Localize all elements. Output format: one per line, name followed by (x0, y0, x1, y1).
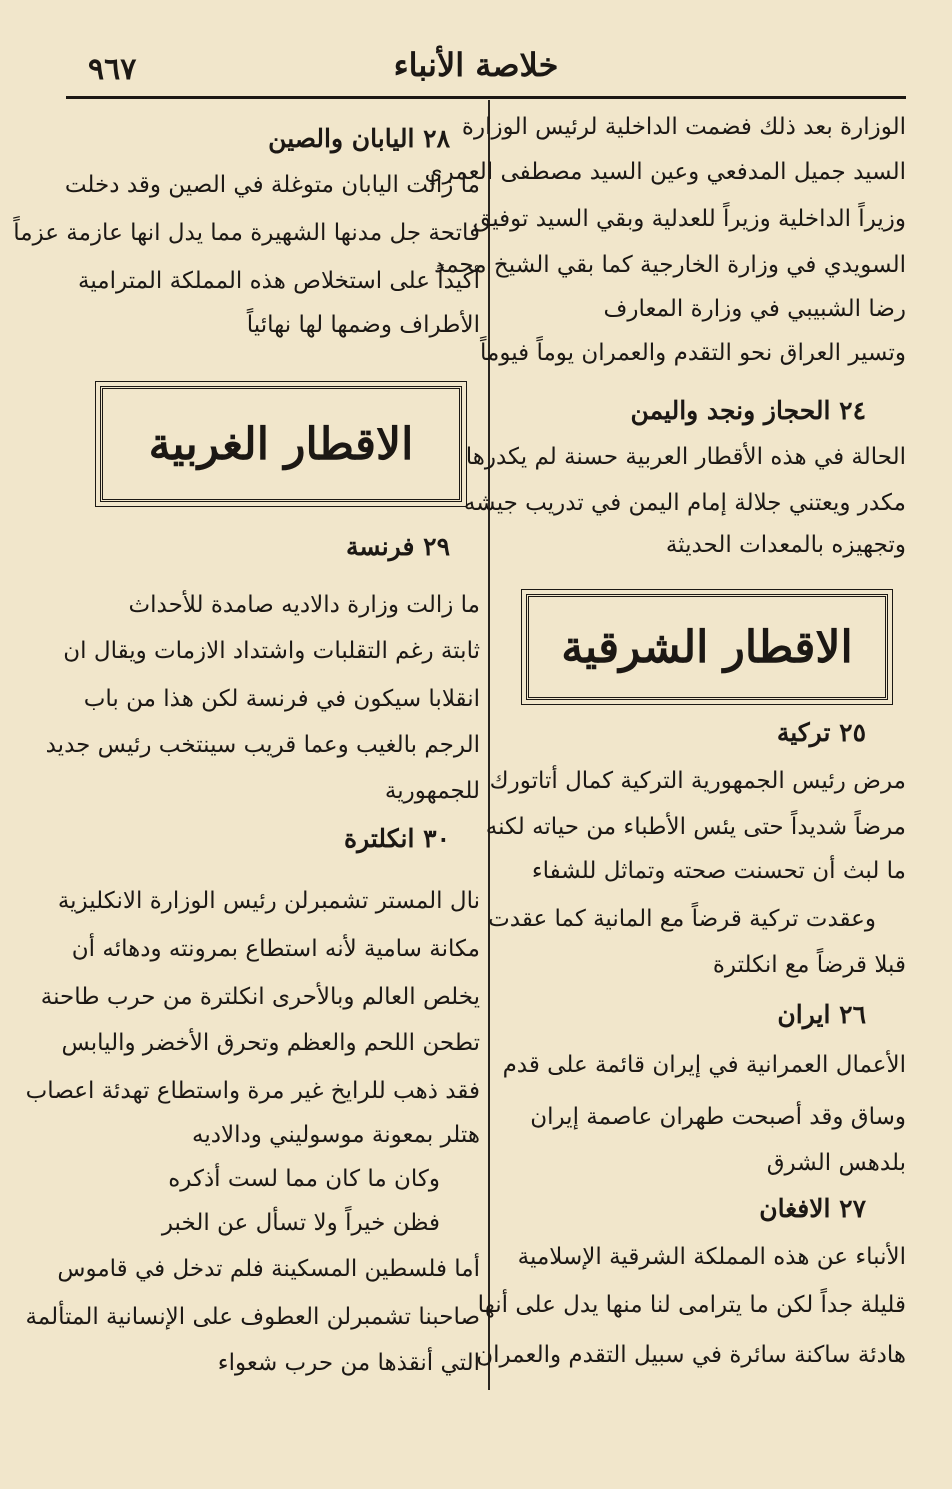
text-line: قليلة جداً لكن ما يترامى لنا منها يدل على أنها (477, 1292, 906, 1318)
section-heading-england: ٣٠ انكلترة (344, 824, 450, 853)
text-line: السويدي في وزارة الخارجية كما بقي الشيخ محمد (434, 252, 906, 278)
text-line: الرجم بالغيب وعما قريب سينتخب رئيس جديد (45, 732, 480, 758)
section-heading-afghan: ٢٧ الافغان (759, 1194, 866, 1223)
text-line: مكدر ويعتني جلالة إمام اليمن في تدريب جيشه (463, 490, 906, 516)
text-line: رضا الشبيبي في وزارة المعارف (603, 296, 906, 322)
text-line: صاحبنا تشمبرلن العطوف على الإنسانية المتألمة (25, 1304, 480, 1330)
text-line: الأعمال العمرانية في إيران قائمة على قدم (502, 1052, 906, 1078)
text-line: مرضاً شديداً حتى يئس الأطباء من حياته لكنه (485, 814, 906, 840)
text-line: مرض رئيس الجمهورية التركية كمال أتاتورك (489, 768, 906, 794)
section-heading-turkey: ٢٥ تركية (776, 718, 866, 747)
text-line: وساق وقد أصبحت طهران عاصمة إيران (530, 1104, 906, 1130)
text-line: بلدهس الشرق (766, 1150, 906, 1176)
text-line: فقد ذهب للرايخ غير مرة واستطاع تهدئة اعصاب (25, 1078, 480, 1104)
header-rule (66, 96, 906, 99)
text-line: وزيراً الداخلية وزيراً للعدلية وبقي السيد توفيق (473, 206, 906, 232)
section-heading-hijaz: ٢٤ الحجاز ونجد واليمن (630, 396, 866, 425)
text-line: قبلا قرضاً مع انكلترة (712, 952, 906, 978)
text-line: انقلابا سيكون في فرنسة لكن هذا من باب (83, 686, 480, 712)
page-number: ٩٦٧ (88, 52, 137, 87)
text-line: تطحن اللحم والعظم وتحرق الأخضر واليابس (61, 1030, 480, 1056)
text-line: وتجهيزه بالمعدات الحديثة (665, 532, 906, 558)
text-line: وعقدت تركية قرضاً مع المانية كما عقدت (488, 906, 876, 932)
text-line: أما فلسطين المسكينة فلم تدخل في قاموس (57, 1256, 480, 1282)
text-line: وتسير العراق نحو التقدم والعمران يوماً فيوماً (480, 340, 906, 366)
text-line: نال المستر تشمبرلن رئيس الوزارة الانكليزية (57, 888, 480, 914)
text-line: للجمهورية (384, 778, 480, 804)
text-line: ثابتة رغم التقلبات واشتداد الازمات ويقال ان (63, 638, 480, 664)
text-line: الأطراف وضمها لها نهائياً (246, 312, 480, 338)
section-heading-iran: ٢٦ ايران (777, 1000, 866, 1029)
text-line: هتلر بمعونة موسوليني ودالاديه (192, 1122, 480, 1148)
column-divider (488, 100, 490, 1390)
section-heading-japan-china: ٢٨ اليابان والصين (268, 124, 450, 153)
section-heading-france: ٢٩ فرنسة (346, 532, 450, 561)
text-line: مكانة سامية لأنه استطاع بمرونته ودهائه أن (71, 936, 480, 962)
left-column (13, 112, 480, 1392)
section-box-eastern: الاقطار الشرقية (526, 594, 888, 700)
text-line: وكان ما كان مما لست أذكره (168, 1166, 440, 1192)
text-line: فاتحة جل مدنها الشهيرة مما يدل انها عازمة عزماً (13, 220, 480, 246)
text-line: ما زالت وزارة دالاديه صامدة للأحداث (128, 592, 480, 618)
text-line: التي أنقذها من حرب شعواء (217, 1350, 480, 1376)
text-line: يخلص العالم وبالأحرى انكلترة من حرب طاحنة (40, 984, 480, 1010)
text-line: الأنباء عن هذه المملكة الشرقية الإسلامية (517, 1244, 906, 1270)
text-line: الحالة في هذه الأقطار العربية حسنة لم يكدرها (465, 444, 906, 470)
text-line: السيد جميل المدفعي وعين السيد مصطفى العمري (424, 159, 906, 185)
running-title: خلاصة الأنباء (393, 46, 559, 84)
section-box-western: الاقطار الغربية (100, 386, 462, 502)
text-line: الوزارة بعد ذلك فضمت الداخلية لرئيس الوزارة (461, 114, 906, 140)
text-line: هادئة ساكنة سائرة في سبيل التقدم والعمران (476, 1342, 906, 1368)
text-line: ما لبث أن تحسنت صحته وتماثل للشفاء (531, 858, 906, 884)
text-line: ما زالت اليابان متوغلة في الصين وقد دخلت (64, 172, 480, 198)
text-line: أكيداً على استخلاص هذه المملكة المترامية (78, 268, 480, 294)
text-line: فظن خيراً ولا تسأل عن الخبر (161, 1210, 440, 1236)
